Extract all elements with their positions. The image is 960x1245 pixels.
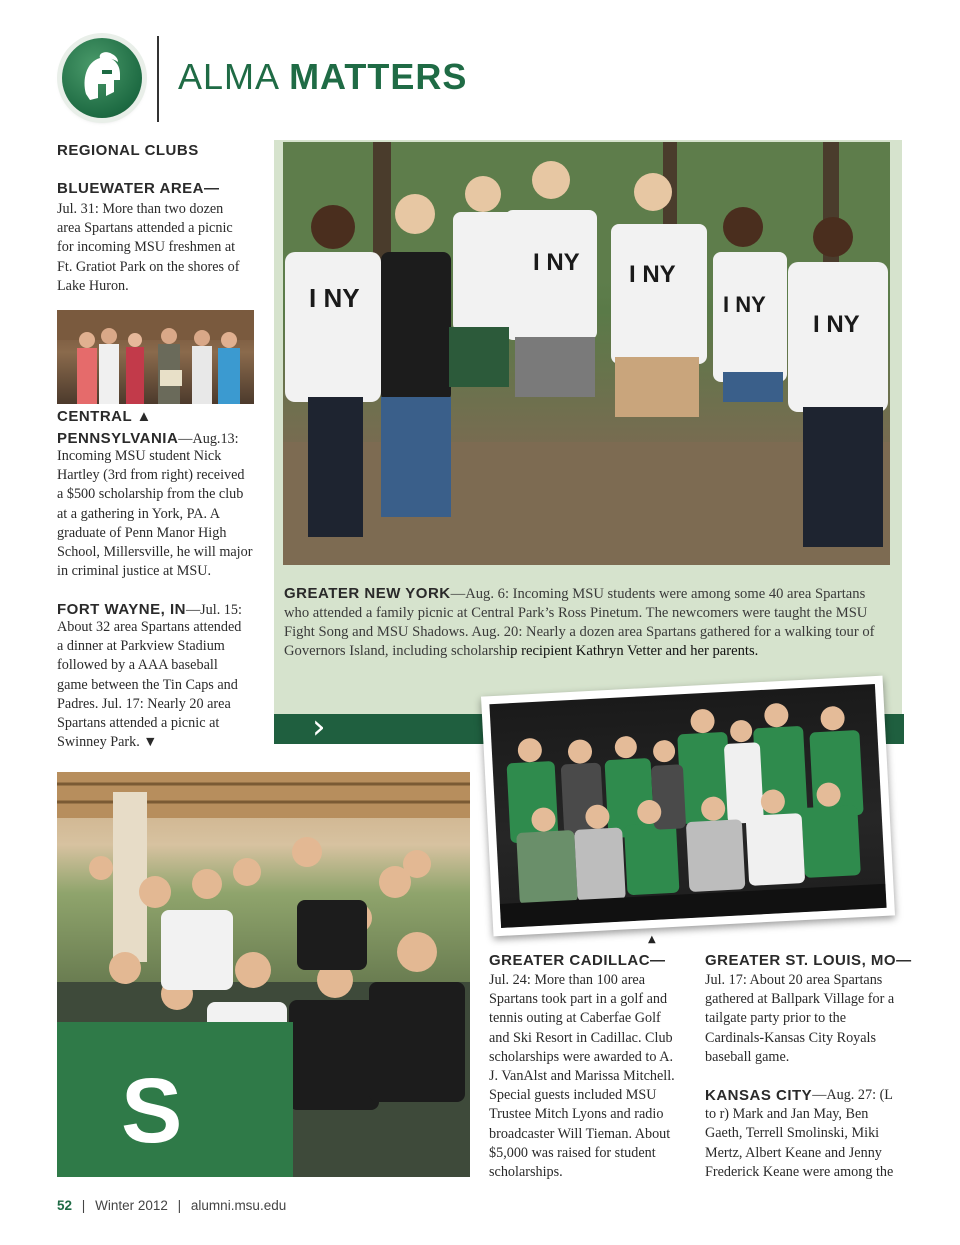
kansas-city-photo [489,684,886,928]
kansas-city-text: —Aug. 27: (L to r) Mark and Jan May, Ben Gaeth, Terrell Smolinski, Miki Mertz, Albert Keane and Jenny Frederick Keane were among the [705,1087,894,1180]
footer-sep-2: | [177,1198,182,1213]
up-arrow-icon: ▲ [648,934,656,945]
spartan-helmet-icon [76,50,128,106]
fort-wayne-heading-line: FORT WAYNE, IN—Jul. 15: [57,601,242,618]
bluewater-text: Jul. 31: More than two dozen area Spartans attended a picnic for incoming MSU freshmen at Ft. Gratiot Park on the shores of Lake Huron. [57,201,240,294]
flag-letter: S [121,1060,183,1162]
central-pa-photo [57,310,254,404]
bluewater-heading: BLUEWATER AREA— [57,180,220,197]
kansas-city-photo-frame [481,676,895,937]
central-pa-heading-line: PENNSYLVANIA—Aug.13: [57,430,239,447]
footer [57,1198,286,1213]
footer-sep-1: | [81,1198,86,1213]
shirt-text-2: I NY [533,249,580,276]
footer-site-link[interactable]: alumni.msu.edu [190,1198,287,1213]
fort-wayne-text: About 32 area Spartans attended a dinner at Parkview Stadium followed by a AAA baseball game between the Tin Caps and Padres. Jul. 17: Nearly 20 area Spartans attended a picnic at Swinney Park. ▼ [57,619,242,751]
new-york-caption: GREATER NEW YORK—Aug. 6: Incoming MSU students were among some 40 area Spartans who attended a family picnic at Central Park’s Ross Pinetum. The newcomers were taught the MSU Fight Song and MSU Shadows. Aug. 20: Nearly a dozen area Spartans gathered for a walking tour of Governors Island, including scholarship recipient Kathryn Vetter and her parents. [284,585,875,659]
shirt-text-5: I NY [813,311,860,338]
shirt-text-4: I NY [723,292,766,317]
kansas-city-heading-line: KANSAS CITY [705,1087,813,1104]
st-louis-heading: GREATER ST. LOUIS, MO— [705,952,912,969]
new-york-photo [283,142,890,565]
msu-logo [62,38,142,118]
shirt-text-1: I NY [309,283,360,313]
page-title: ALMA MATTERS [178,56,468,97]
central-pa-text: Incoming MSU student Nick Hartley (3rd from right) received a $500 scholarship from the club at a gathering in York, PA. A graduate of Penn Manor High School, Millersville, he will major in criminal justice at MSU. [57,448,253,580]
header-divider [157,36,159,122]
cadillac-heading: GREATER CADILLAC— [489,952,666,969]
cadillac-text: Jul. 24: More than 100 area Spartans took part in a golf and tennis outing at Caberfae Golf and Ski Resort in Cadillac. Club scholarships were awarded to A. J. VanAlst and Marissa Mitchell. Special guests included MSU Trustee Mitch Lyons and radio broadcaster Will Tieman. About $5,000 was raised for student scholarships. [489,972,675,1181]
footer-issue: Winter 2012 [95,1198,168,1213]
chevron-right-icon: › [312,707,326,747]
central-pa-heading: CENTRAL ▲ [57,408,152,425]
fort-wayne-photo [57,772,470,1177]
st-louis-text: Jul. 17: About 20 area Spartans gathered at Ballpark Village for a tailgate party prior to the Cardinals-Kansas City Royals baseball game. [705,972,895,1065]
section-title: REGIONAL CLUBS [57,142,199,159]
page-number: 52 [57,1198,73,1213]
shirt-text-3: I NY [629,261,676,288]
